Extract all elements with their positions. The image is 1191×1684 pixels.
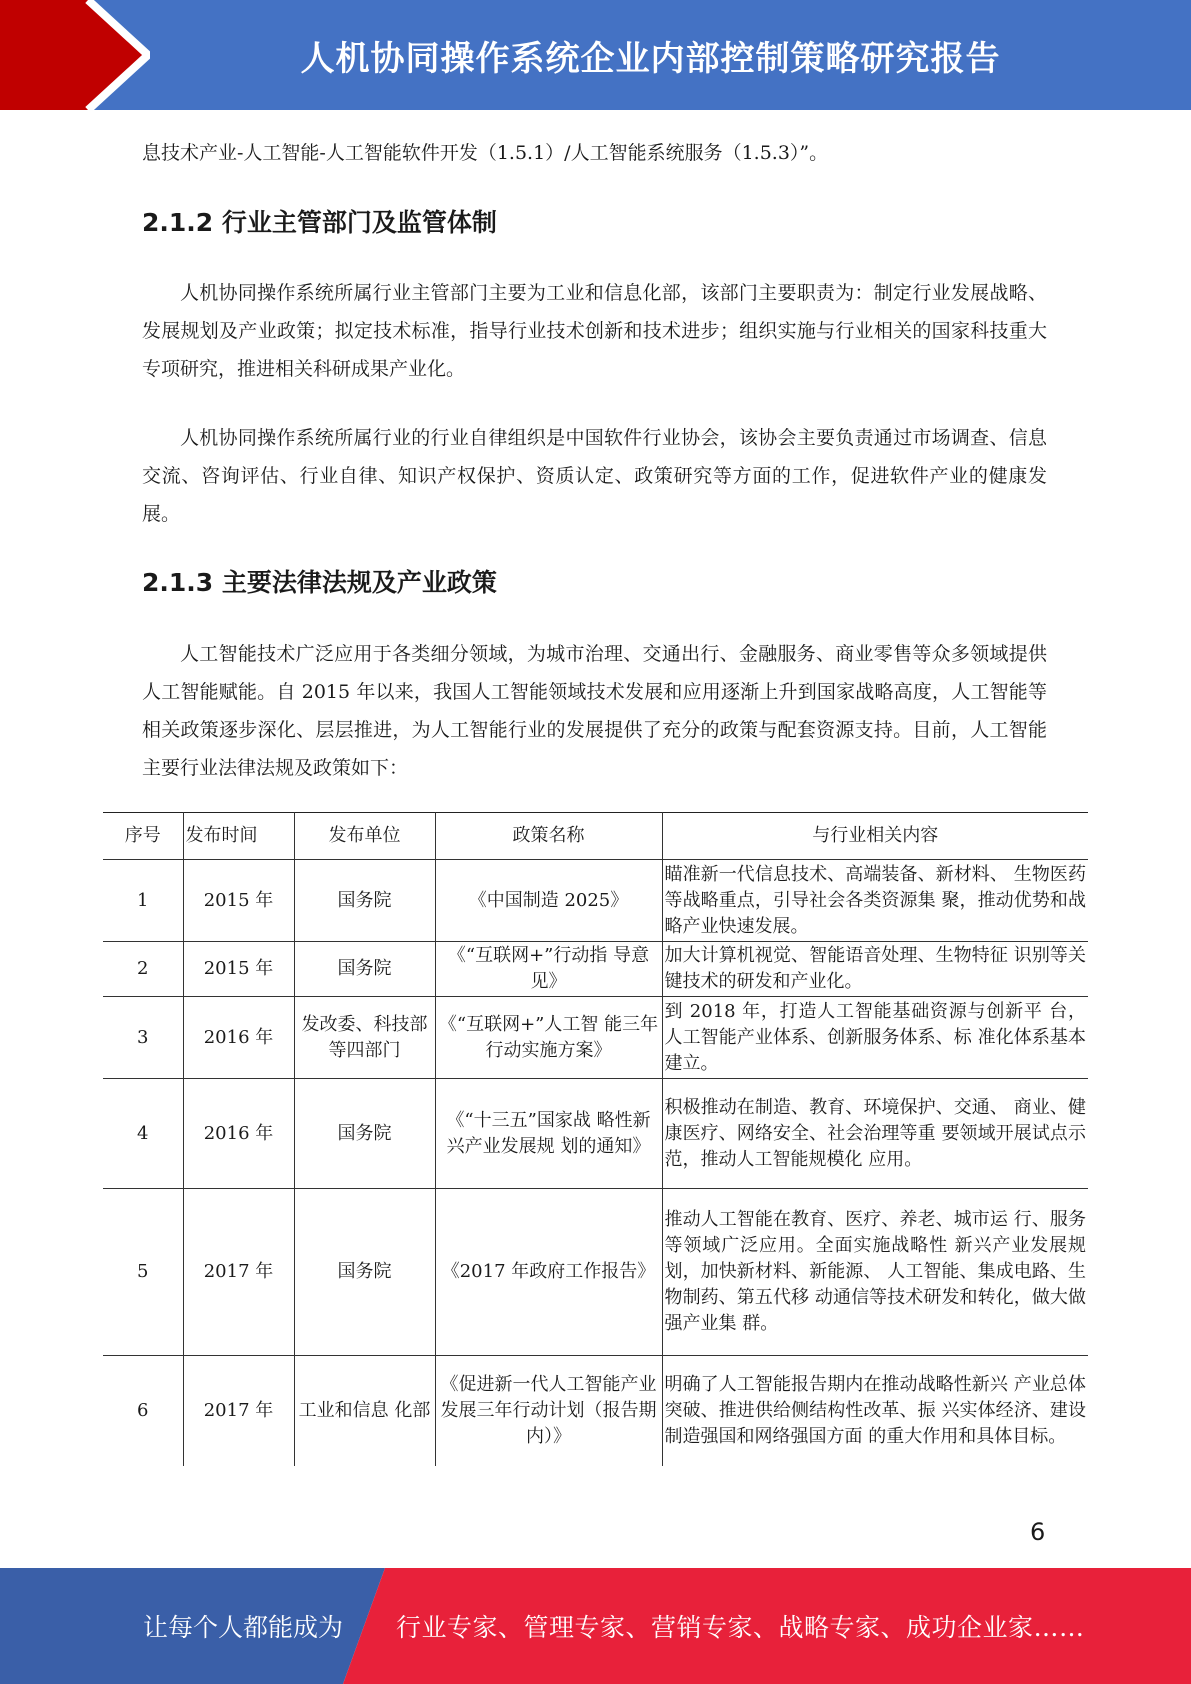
page-header [0, 0, 1191, 110]
table-cell-policy: 《促进新一代人工智能产业发展三年行动计划（报告期内）》 [435, 1356, 662, 1466]
table-cell-issuer: 工业和信息 化部 [294, 1356, 435, 1466]
table-cell-index: 2 [103, 942, 183, 997]
header-red-chevron [0, 0, 150, 110]
table-cell-content: 到 2018 年，打造人工智能基础资源与创新平 台，人工智能产业体系、创新服务体系、标 准化体系基本建立。 [662, 997, 1088, 1079]
table-cell-policy: 《2017 年政府工作报告》 [435, 1189, 662, 1356]
section-2-1-3-paragraph-1: 人工智能技术广泛应用于各类细分领域，为城市治理、交通出行、金融服务、商业零售等众多领域提供人工智能赋能。自 2015 年以来，我国人工智能领域技术发展和应用逐渐上升到国家战略高度，人工智能等相关政策逐步深化、层层推进，为人工智能行业的发展提供了充分的政策与配套资源支持。目前，人工智能主要行业法律法规及政策如下： [142, 643, 1047, 779]
table-row [103, 860, 1088, 942]
table-cell-content: 明确了人工智能报告期内在推动战略性新兴 产业总体突破、推进供给侧结构性改革、振 兴实体经济、建设制造强国和网络强国方面 的重大作用和具体目标。 [662, 1356, 1088, 1466]
page-footer [0, 1568, 1191, 1684]
table-cell-policy: 《“互联网+”人工智 能三年行动实施方案》 [435, 997, 662, 1079]
table-cell-date: 2015 年 [183, 860, 294, 942]
footer-slogan-left: 让每个人都能成为 [143, 1613, 344, 1642]
table-cell-issuer: 国务院 [294, 860, 435, 942]
table-cell-policy: 《“十三五”国家战 略性新兴产业发展规 划的通知》 [435, 1079, 662, 1189]
table-cell-content: 加大计算机视觉、智能语音处理、生物特征 识别等关键技术的研发和产业化。 [662, 942, 1088, 997]
table-cell-policy: 《“互联网+”行动指 导意见》 [435, 942, 662, 997]
section-heading-2-1-2: 2.1.2 行业主管部门及监管体制 [142, 208, 497, 237]
section-2-1-2-paragraph-1: 人机协同操作系统所属行业主管部门主要为工业和信息化部，该部门主要职责为：制定行业发展战略、发展规划及产业政策；拟定技术标准，指导行业技术创新和技术进步；组织实施与行业相关的国家科技重大专项研究，推进相关科研成果产业化。 [142, 282, 1047, 380]
section-heading-2-1-3: 2.1.3 主要法律法规及产业政策 [142, 568, 497, 597]
table-cell-index: 3 [103, 997, 183, 1079]
table-cell-date: 2017 年 [183, 1189, 294, 1356]
table-cell-policy: 《中国制造 2025》 [435, 860, 662, 942]
table-cell-issuer: 发改委、科技部等四部门 [294, 997, 435, 1079]
table-row [103, 1356, 1088, 1466]
report-title: 人机协同操作系统企业内部控制策略研究报告 [300, 38, 1001, 79]
table-cell-date: 2016 年 [183, 1079, 294, 1189]
footer-slogan-right: 行业专家、管理专家、营销专家、战略专家、成功企业家…… [396, 1613, 1085, 1642]
table-cell-date: 2016 年 [183, 997, 294, 1079]
column-header: 政策名称 [435, 813, 662, 860]
table-cell-content: 瞄准新一代信息技术、高端装备、新材料、 生物医药等战略重点，引导社会各类资源集 聚，推动优势和战略产业快速发展。 [662, 860, 1088, 942]
column-header: 与行业相关内容 [662, 813, 1088, 860]
table-cell-date: 2015 年 [183, 942, 294, 997]
table-cell-index: 6 [103, 1356, 183, 1466]
table-cell-issuer: 国务院 [294, 942, 435, 997]
table-row [103, 1189, 1088, 1356]
section-2-1-2-paragraph-2: 人机协同操作系统所属行业的行业自律组织是中国软件行业协会，该协会主要负责通过市场调查、信息交流、咨询评估、行业自律、知识产权保护、资质认定、政策研究等方面的工作，促进软件产业的健康发展。 [142, 427, 1047, 525]
table-cell-index: 5 [103, 1189, 183, 1356]
table-cell-issuer: 国务院 [294, 1189, 435, 1356]
table-cell-issuer: 国务院 [294, 1079, 435, 1189]
column-header: 发布单位 [294, 813, 435, 860]
table-row [103, 997, 1088, 1079]
column-header: 序号 [103, 813, 183, 860]
table-cell-content: 推动人工智能在教育、医疗、养老、城市运 行、服务等领域广泛应用。全面实施战略性 新兴产业发展规划，加快新材料、新能源、 人工智能、集成电路、生物制药、第五代移 动通信等技术研发和转化，做大做强产业集 群。 [662, 1189, 1088, 1356]
table-cell-index: 1 [103, 860, 183, 942]
table-cell-date: 2017 年 [183, 1356, 294, 1466]
table-cell-index: 4 [103, 1079, 183, 1189]
table-cell-content: 积极推动在制造、教育、环境保护、交通、 商业、健康医疗、网络安全、社会治理等重 要领域开展试点示范，推动人工智能规模化 应用。 [662, 1079, 1088, 1189]
column-header: 发布时间 [183, 813, 294, 860]
table-row [103, 1079, 1088, 1189]
page-number: 6 [1030, 1518, 1046, 1546]
policy-table [103, 812, 1088, 1466]
table-header-row [103, 813, 1088, 860]
table-row [103, 942, 1088, 997]
continuation-text: 息技术产业-人工智能-人工智能软件开发（1.5.1）/人工智能系统服务（1.5.3）”。 [142, 142, 829, 164]
